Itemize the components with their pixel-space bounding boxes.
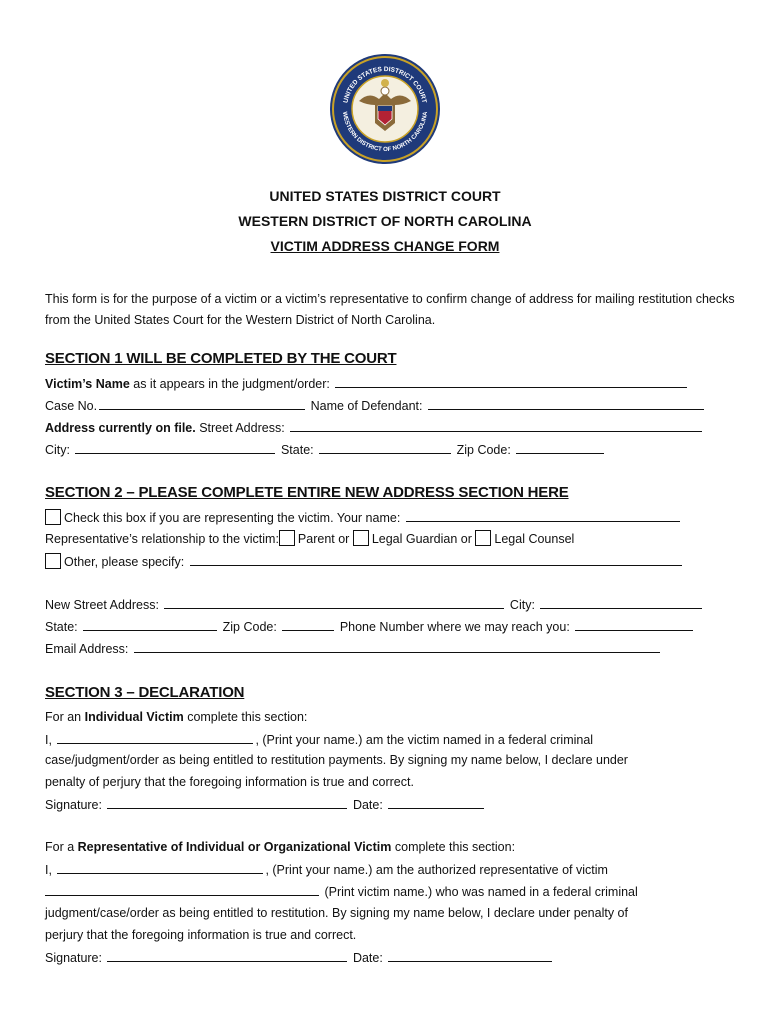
new-state-label: State: [45, 620, 78, 634]
i-label: I, [45, 733, 52, 747]
court-seal-icon [329, 53, 441, 165]
city-field[interactable] [75, 439, 275, 454]
city-state-zip-row [45, 439, 606, 460]
representative-victim-label: Representative of Individual or Organizational Victim [77, 840, 392, 854]
state-label: State: [280, 443, 314, 457]
rep-i-label: I, [45, 863, 52, 877]
street-address-label: Street Address: [195, 421, 285, 435]
victim-name-field[interactable] [335, 373, 687, 388]
case-no-label: Case No. [45, 399, 98, 413]
relationship-row [45, 529, 574, 550]
legal-guardian-label: Legal Guardian or [371, 532, 472, 546]
district-name: WESTERN DISTRICT OF NORTH CAROLINA [238, 213, 532, 229]
rep-intro-post: complete this section: [391, 840, 516, 854]
individual-signature-row [45, 794, 486, 815]
rep-date-label: Date: [352, 951, 383, 965]
new-state-row [45, 616, 695, 637]
individual-date-label: Date: [352, 798, 383, 812]
street-address-field[interactable] [290, 417, 702, 432]
rep-signature-label: Signature: [45, 951, 102, 965]
case-no-field[interactable] [99, 395, 305, 410]
individual-line1 [45, 729, 593, 750]
representing-victim-checkbox[interactable] [45, 509, 61, 525]
new-street-label: New Street Address: [45, 598, 159, 612]
intro-paragraph: This form is for the purpose of a victim or a victim’s representative to confirm change of address for mailing restitution checks from the United States Court for the Western District of North Carolina. [45, 292, 735, 327]
legal-guardian-checkbox[interactable] [353, 530, 369, 546]
representative-signature-row [45, 947, 554, 968]
section2-title: SECTION 2 – PLEASE COMPLETE ENTIRE NEW ADDRESS SECTION HERE [45, 484, 569, 501]
address-row [45, 417, 704, 438]
representative-row [45, 507, 682, 528]
parent-label: Parent or [297, 532, 350, 546]
individual-line2: case/judgment/order as being entitled to restitution payments. By signing my name below, I declare under [45, 753, 628, 767]
individual-victim-label: Individual Victim [84, 710, 184, 724]
rep-intro-pre: For a [45, 840, 78, 854]
individual-intro [45, 707, 307, 728]
new-zip-field[interactable] [282, 616, 334, 631]
case-row [45, 395, 706, 416]
new-street-field[interactable] [164, 594, 504, 609]
new-city-label: City: [509, 598, 535, 612]
address-on-file-label: Address currently on file. [45, 421, 196, 435]
representative-intro [45, 837, 515, 858]
victim-name-label-rest: as it appears in the judgment/order: [129, 377, 330, 391]
victim-name-row [45, 373, 689, 394]
zip-field[interactable] [516, 439, 604, 454]
email-row [45, 638, 662, 659]
other-label: Other, please specify: [64, 555, 185, 569]
legal-counsel-label: Legal Counsel [494, 532, 575, 546]
individual-signature-label: Signature: [45, 798, 102, 812]
rep-signature-field[interactable] [107, 947, 347, 962]
email-field[interactable] [134, 638, 660, 653]
zip-label: Zip Code: [456, 443, 511, 457]
representative-line4: perjury that the foregoing information is true and correct. [45, 928, 357, 942]
individual-date-field[interactable] [388, 794, 484, 809]
section3-title: SECTION 3 – DECLARATION [45, 684, 245, 701]
individual-line3: penalty of perjury that the foregoing information is true and correct. [45, 775, 414, 789]
seal-top-text: UNITED STATES DISTRICT COURT [342, 65, 428, 104]
representative-line2 [45, 881, 638, 902]
relationship-label: Representative’s relationship to the victim: [45, 532, 279, 546]
rep-date-field[interactable] [388, 947, 552, 962]
seal-bottom-text: WESTERN DISTRICT OF NORTH CAROLINA [341, 111, 429, 154]
representing-victim-label: Check this box if you are representing the victim. Your name: [64, 511, 401, 525]
other-checkbox[interactable] [45, 553, 61, 569]
other-field[interactable] [190, 551, 682, 566]
rep-line1-text: , (Print your name.) am the authorized representative of victim [265, 863, 608, 877]
representative-line1 [45, 859, 608, 880]
phone-label: Phone Number where we may reach you: [339, 620, 570, 634]
rep-print-name-field[interactable] [57, 859, 263, 874]
rep-line2-text: (Print victim name.) who was named in a federal criminal [321, 885, 638, 899]
form-title: VICTIM ADDRESS CHANGE FORM [270, 238, 500, 254]
phone-field[interactable] [575, 616, 693, 631]
other-row [45, 551, 684, 572]
state-field[interactable] [319, 439, 451, 454]
new-city-field[interactable] [540, 594, 702, 609]
email-label: Email Address: [45, 642, 129, 656]
representative-line3: judgment/case/order as being entitled to restitution. By signing my name below, I declare under penalty of [45, 906, 628, 920]
individual-signature-field[interactable] [107, 794, 347, 809]
city-label: City: [45, 443, 70, 457]
parent-checkbox[interactable] [279, 530, 295, 546]
section1-title: SECTION 1 WILL BE COMPLETED BY THE COURT [45, 350, 397, 367]
defendant-label: Name of Defendant: [310, 399, 423, 413]
victim-name-label: Victim’s Name [45, 377, 130, 391]
new-zip-label: Zip Code: [222, 620, 277, 634]
individual-print-name-field[interactable] [57, 729, 253, 744]
individual-intro-post: complete this section: [183, 710, 308, 724]
new-state-field[interactable] [83, 616, 217, 631]
legal-counsel-checkbox[interactable] [475, 530, 491, 546]
individual-line1-text: , (Print your name.) am the victim named in a federal criminal [255, 733, 594, 747]
individual-intro-pre: For an [45, 710, 85, 724]
defendant-field[interactable] [428, 395, 704, 410]
victim-print-name-field[interactable] [45, 881, 319, 896]
new-address-row [45, 594, 704, 615]
court-name: UNITED STATES DISTRICT COURT [269, 188, 501, 204]
representative-name-field[interactable] [406, 507, 680, 522]
